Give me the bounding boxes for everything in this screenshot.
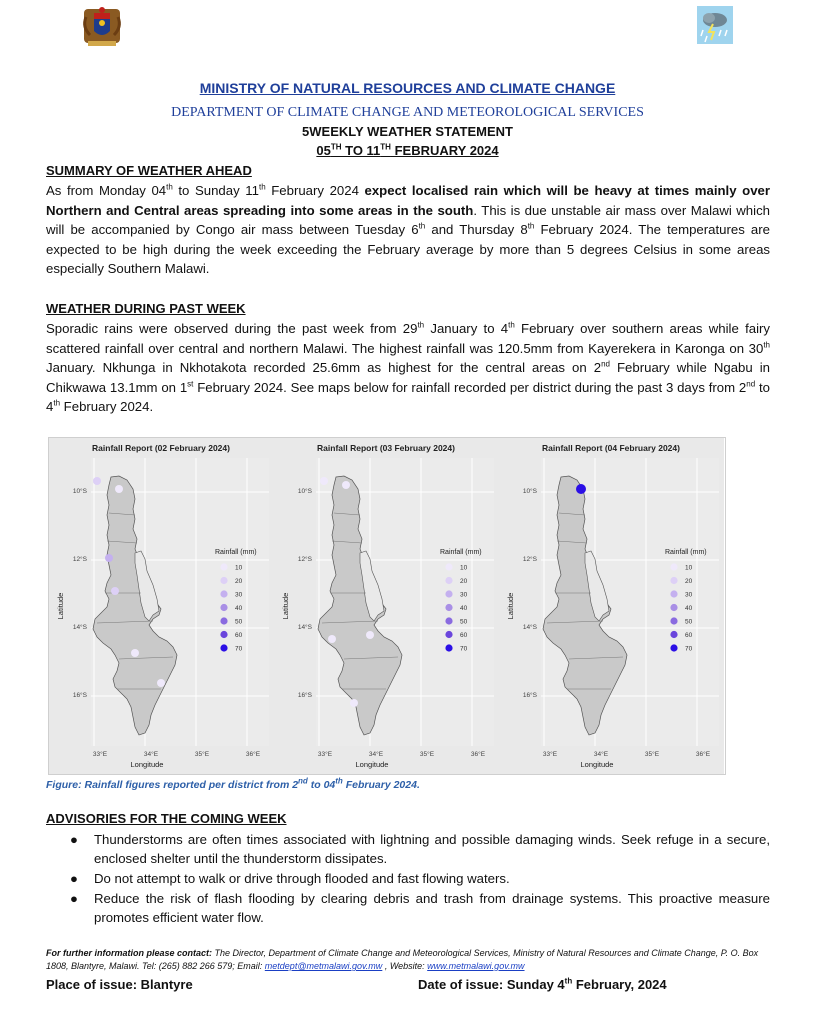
legend-swatch xyxy=(445,644,452,651)
rainfall-point xyxy=(157,679,165,687)
legend-value: 50 xyxy=(460,618,468,626)
rainfall-point xyxy=(366,631,374,639)
legend-swatch xyxy=(220,590,227,597)
rainfall-map-panel-1 xyxy=(49,438,274,774)
x-tick-label: 36°E xyxy=(245,751,261,758)
rainfall-map-svg xyxy=(499,438,724,774)
legend-value: 10 xyxy=(685,564,693,572)
y-axis-label: Latitude xyxy=(281,592,290,620)
legend-title: Rainfall (mm) xyxy=(665,549,707,556)
x-axis-label: Longitude xyxy=(580,760,614,769)
email-link[interactable]: metdept@metmalawi.gov.mw xyxy=(264,961,383,971)
weather-cloud-rain-icon xyxy=(697,6,733,44)
y-tick-label: 10°S xyxy=(297,488,312,495)
legend-swatch xyxy=(445,617,452,624)
x-tick-label: 33°E xyxy=(92,751,108,758)
legend-value: 30 xyxy=(460,591,468,599)
y-tick-label: 16°S xyxy=(72,692,87,699)
past-week-heading: WEATHER DURING PAST WEEK xyxy=(46,301,246,316)
bullet-icon: ● xyxy=(70,832,78,847)
x-tick-label: 36°E xyxy=(695,751,711,758)
rainfall-point xyxy=(328,635,336,643)
legend-value: 40 xyxy=(235,605,243,612)
rainfall-point xyxy=(115,485,123,493)
rainfall-point xyxy=(105,554,113,562)
past-week-paragraph: Sporadic rains were observed during the past week from 29th January to 4th February over southern areas while fairy scattered rainfall over central and northern Malawi. The highest rainfall was 120.5mm from Kayerekera in Karonga on 30th January. Nkhunga in Nkhotakota recorded 25.6mm as highest for the central areas on 2nd February while Ngabu in Chikwawa 13.1mm on 1st February 2024. See maps below for rainfall recorded per district during the past 3 days from 2nd to 4th February 2024. xyxy=(46,320,770,414)
map-title: Rainfall Report (03 February 2024) xyxy=(317,443,455,453)
legend-value: 30 xyxy=(235,591,243,599)
advisories-list xyxy=(46,830,770,928)
y-tick-label: 14°S xyxy=(297,624,312,631)
legend-swatch xyxy=(445,604,452,611)
x-axis-label: Longitude xyxy=(130,760,164,769)
rainfall-map-panel-2 xyxy=(274,438,499,774)
legend-swatch xyxy=(670,604,677,611)
legend-swatch xyxy=(220,644,227,651)
legend-value: 20 xyxy=(235,578,243,585)
rainfall-map-panel-3 xyxy=(499,438,724,774)
legend-title: Rainfall (mm) xyxy=(215,549,257,556)
legend-swatch xyxy=(445,631,452,638)
legend-value: 50 xyxy=(685,618,693,626)
x-tick-label: 34°E xyxy=(143,751,159,758)
date-of-issue: Date of issue: Sunday 4th February, 2024 xyxy=(418,976,667,992)
legend-title: Rainfall (mm) xyxy=(440,549,482,556)
summary-heading: SUMMARY OF WEATHER AHEAD xyxy=(46,163,252,178)
legend-value: 10 xyxy=(235,564,243,572)
legend-swatch xyxy=(220,617,227,624)
rainfall-point xyxy=(93,477,101,485)
rainfall-map-svg xyxy=(274,438,499,774)
rainfall-point xyxy=(350,699,358,707)
x-tick-label: 35°E xyxy=(194,751,210,758)
advisory-item: ● Reduce the risk of flash flooding by clearing debris and trash from drainage systems. This proactive measure promotes efficient water flow. xyxy=(70,891,770,925)
x-tick-label: 35°E xyxy=(419,751,435,758)
legend-value: 10 xyxy=(460,564,468,572)
legend-value: 20 xyxy=(685,578,693,585)
rainfall-point xyxy=(342,481,350,489)
bullet-icon: ● xyxy=(70,871,78,886)
y-tick-label: 14°S xyxy=(522,624,537,631)
rainfall-maps-figure xyxy=(48,437,726,775)
legend-swatch xyxy=(445,577,452,584)
rainfall-point xyxy=(131,649,139,657)
legend-swatch xyxy=(220,563,227,570)
x-tick-label: 34°E xyxy=(368,751,384,758)
legend-value: 20 xyxy=(460,578,468,585)
y-tick-label: 12°S xyxy=(297,556,312,563)
y-axis-label: Latitude xyxy=(506,592,515,620)
legend-swatch xyxy=(445,590,452,597)
legend-swatch xyxy=(670,631,677,638)
y-tick-label: 16°S xyxy=(522,692,537,699)
legend-value: 70 xyxy=(235,645,243,653)
contact-info: For further information please contact: The Director, Department of Climate Change and Meteorological Services, Ministry of Natural Resources and Climate Change, P. O. Box 1808, Blantyre, Malawi. Tel: (265) 882 266 579; Email: metdept@metmalawi.gov.mw , Website: www.metmalawi.gov.mw xyxy=(46,948,759,971)
x-tick-label: 35°E xyxy=(644,751,660,758)
legend-swatch xyxy=(445,563,452,570)
y-tick-label: 10°S xyxy=(522,488,537,495)
legend-swatch xyxy=(670,644,677,651)
x-axis-label: Longitude xyxy=(355,760,389,769)
legend-swatch xyxy=(670,617,677,624)
advisory-item: ● Do not attempt to walk or drive through flooded and fast flowing waters. xyxy=(70,871,510,886)
rainfall-point xyxy=(111,587,119,595)
y-tick-label: 14°S xyxy=(72,624,87,631)
rainfall-point xyxy=(576,484,586,494)
map-title: Rainfall Report (04 February 2024) xyxy=(542,443,680,453)
rainfall-point xyxy=(320,477,328,485)
legend-swatch xyxy=(220,631,227,638)
statement-title: 5WEEKLY WEATHER STATEMENT xyxy=(302,124,513,139)
summary-paragraph: As from Monday 04th to Sunday 11th February 2024 expect localised rain which will be heavy at times mainly over Northern and Central areas spreading into some areas in the south. This is due unstable air mass over Malawi which will be accompanied by Congo air mass between Tuesday 6th and Thursday 8th February 2024. The temperatures are expected to be high during the week exceeding the February average by more than 5 degrees Celsius in some areas especially Southern Malawi. xyxy=(46,182,770,276)
ministry-title: MINISTRY OF NATURAL RESOURCES AND CLIMATE CHANGE xyxy=(199,80,616,96)
rainfall-map-svg xyxy=(49,438,274,774)
legend-value: 50 xyxy=(235,618,243,626)
legend-value: 40 xyxy=(685,605,693,612)
legend-value: 40 xyxy=(460,605,468,612)
x-tick-label: 33°E xyxy=(317,751,333,758)
legend-swatch xyxy=(220,604,227,611)
legend-swatch xyxy=(670,563,677,570)
place-of-issue: Place of issue: Blantyre xyxy=(46,977,193,992)
legend-value: 70 xyxy=(460,645,468,653)
y-axis-label: Latitude xyxy=(56,592,65,620)
y-tick-label: 10°S xyxy=(72,488,87,495)
legend-value: 60 xyxy=(235,632,243,639)
map-title: Rainfall Report (02 February 2024) xyxy=(92,443,230,453)
figure-caption: Figure: Rainfall figures reported per district from 2nd to 04th February 2024. xyxy=(46,776,420,791)
legend-swatch xyxy=(670,590,677,597)
x-tick-label: 36°E xyxy=(470,751,486,758)
x-tick-label: 34°E xyxy=(593,751,609,758)
legend-value: 70 xyxy=(685,645,693,653)
statement-date-range: 05TH TO 11TH FEBRUARY 2024 xyxy=(316,142,499,158)
y-tick-label: 16°S xyxy=(297,692,312,699)
legend-value: 30 xyxy=(685,591,693,599)
department-title: DEPARTMENT OF CLIMATE CHANGE AND METEOROLOGICAL SERVICES xyxy=(171,105,644,120)
legend-swatch xyxy=(220,577,227,584)
legend-value: 60 xyxy=(685,632,693,639)
x-tick-label: 33°E xyxy=(542,751,558,758)
y-tick-label: 12°S xyxy=(72,556,87,563)
legend-swatch xyxy=(670,577,677,584)
y-tick-label: 12°S xyxy=(522,556,537,563)
advisory-item: ● Thunderstorms are often times associated with lightning and possible damaging winds. Seek refuge in a secure, enclosed shelter until the thunderstorm dissipates. xyxy=(70,832,770,866)
coat-of-arms-logo xyxy=(80,5,124,51)
bullet-icon: ● xyxy=(70,891,78,906)
legend-value: 60 xyxy=(460,632,468,639)
website-link[interactable]: www.metmalawi.gov.mw xyxy=(427,961,525,971)
advisories-heading: ADVISORIES FOR THE COMING WEEK xyxy=(46,811,287,826)
